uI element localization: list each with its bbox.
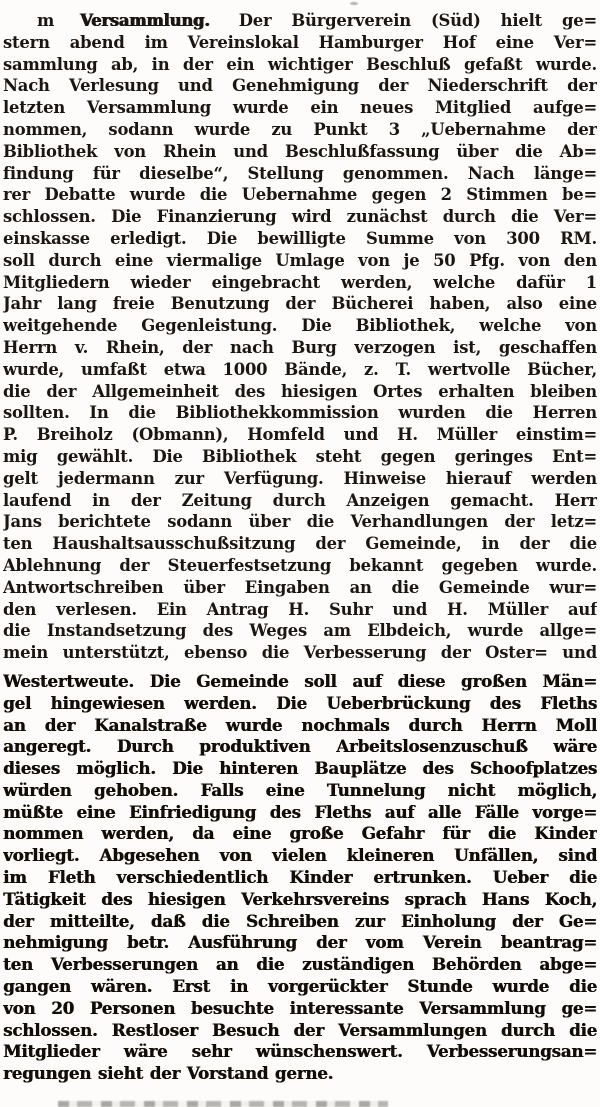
cut-off-next-line-fragment bbox=[58, 1101, 388, 1107]
article-line: vorliegt. Abgesehen von vielen kleineren Unfällen, sind bbox=[3, 845, 597, 866]
scan-speck bbox=[350, 2, 358, 5]
article-line: regungen sieht der Vorstand gerne. bbox=[3, 1063, 334, 1084]
article-title: Versammlung. bbox=[80, 11, 210, 30]
article-line: schlossen. Die Finanzierung wird zunächst durch die Ver= bbox=[3, 207, 597, 227]
article-line: angeregt. Durch produktiven Arbeitslosenzuschuß wäre bbox=[3, 736, 597, 757]
article-line: nommen werden, da eine große Gefahr für die Kinder bbox=[3, 823, 597, 844]
article-line: im Fleth verschiedentlich Kinder ertrunken. Ueber die bbox=[3, 867, 597, 888]
article-line: weitgehende Gegenleistung. Die Bibliothek, welche von bbox=[3, 316, 597, 336]
article-line: dieses möglich. Die hinteren Bauplätze des Schoofplatzes bbox=[3, 758, 597, 779]
article-line: die der Allgemeinheit des hiesigen Ortes erhalten bleiben bbox=[3, 381, 597, 401]
article-line: von 20 Personen besuchte interessante Versammlung ge= bbox=[3, 997, 597, 1018]
article-line: Westertweute. Die Gemeinde soll auf diese großen Män= bbox=[3, 670, 597, 691]
article-line: P. Breiholz (Obmann), Homfeld und H. Müller einstim= bbox=[3, 425, 597, 445]
article-line: Bibliothek von Rhein und Beschlußfassung über die Ab= bbox=[3, 141, 597, 161]
article-line: mein unterstützt, ebenso die Verbesserung der Oster= und bbox=[3, 643, 597, 663]
article-line: Nach Verlesung und Genehmigung der Niederschrift der bbox=[3, 76, 597, 96]
article-line: letzten Versammlung wurde ein neues Mitglied aufge= bbox=[3, 98, 597, 118]
article bbox=[3, 10, 597, 1085]
article-line: findung für dieselbe“, Stellung genommen. Nach länge= bbox=[3, 163, 597, 183]
article-line: an der Kanalstraße wurde nochmals durch Herrn Moll bbox=[3, 714, 597, 735]
article-line: gangen wären. Erst in vorgerückter Stunde wurde die bbox=[3, 976, 597, 997]
article-line: sammlung ab, in der ein wichtiger Beschluß gefaßt wurde. bbox=[3, 54, 597, 74]
article-line: soll durch eine viermalige Umlage von je 50 Pfg. von den bbox=[3, 250, 597, 270]
article-line: Jans berichtete sodann über die Verhandlungen der letz= bbox=[3, 512, 597, 532]
article-line: Ablehnung der Steuerfestsetzung bekannt gegeben wurde. bbox=[3, 555, 597, 575]
article-line: Jahr lang freie Benutzung der Bücherei haben, also eine bbox=[3, 294, 597, 314]
article-line: nommen, sodann wurde zu Punkt 3 „Uebernahme der bbox=[3, 119, 597, 139]
article-line: schlossen. Restloser Besuch der Versammlungen durch die bbox=[3, 1019, 597, 1040]
article-line: Antwortschreiben über Eingaben an die Gemeinde wur= bbox=[3, 577, 597, 597]
article-line: die Instandsetzung des Weges am Elbdeich, wurde allge= bbox=[3, 621, 597, 641]
article-line: rer Debatte wurde die Uebernahme gegen 2 Stimmen be= bbox=[3, 185, 597, 205]
article-line: stern abend im Vereinslokal Hamburger Hof eine Ver= bbox=[3, 32, 597, 52]
article-line: gel hingewiesen werden. Die Ueberbrückung des Fleths bbox=[3, 692, 597, 713]
article-line: den verlesen. Ein Antrag H. Suhr und H. Müller auf bbox=[3, 599, 597, 619]
article-first-line bbox=[3, 10, 597, 32]
article-line: Der Bürgerverein (Süd) hielt ge= bbox=[238, 11, 597, 30]
article-line: Tätigkeit des hiesigen Verkehrsvereins sprach Hans Koch, bbox=[3, 888, 597, 909]
article-lines bbox=[3, 32, 597, 1085]
article-line: Herrn v. Rhein, der nach Burg verzogen ist, geschaffen bbox=[3, 337, 597, 357]
article-line: ten Haushaltsausschußsitzung der Gemeinde, in der die bbox=[3, 534, 597, 554]
article-line: laufend in der Zeitung durch Anzeigen gemacht. Herr bbox=[3, 490, 597, 510]
article-line: der mitteilte, daß die Schreiben zur Einholung der Ge= bbox=[3, 910, 597, 931]
article-line: ten Verbesserungen an die zuständigen Behörden abge= bbox=[3, 954, 597, 975]
article-line: Mitgliedern wieder eingebracht werden, welche dafür 1 bbox=[3, 272, 597, 292]
article-line: Mitglieder wäre sehr wünschenswert. Verbesserungsan= bbox=[3, 1041, 597, 1062]
article-line: müßte eine Einfriedigung des Fleths auf alle Fälle vorge= bbox=[3, 801, 597, 822]
article-line: mig gewählt. Die Bibliothek steht gegen geringes Ent= bbox=[3, 446, 597, 466]
correspondent-mark: m bbox=[37, 11, 55, 30]
article-line: gelt jedermann zur Verfügung. Hinweise hierauf werden bbox=[3, 468, 597, 488]
article-line: wurde, umfaßt etwa 1000 Bände, z. T. wertvolle Bücher, bbox=[3, 359, 597, 379]
article-line: nehmigung betr. Ausführung der vom Verein beantrag= bbox=[3, 932, 597, 953]
article-line: würden gehoben. Falls eine Tunnelung nicht möglich, bbox=[3, 779, 597, 800]
article-line: einskasse erledigt. Die bewilligte Summe von 300 RM. bbox=[3, 228, 597, 248]
article-line: sollten. In die Bibliothekkommission wurden die Herren bbox=[3, 403, 597, 423]
